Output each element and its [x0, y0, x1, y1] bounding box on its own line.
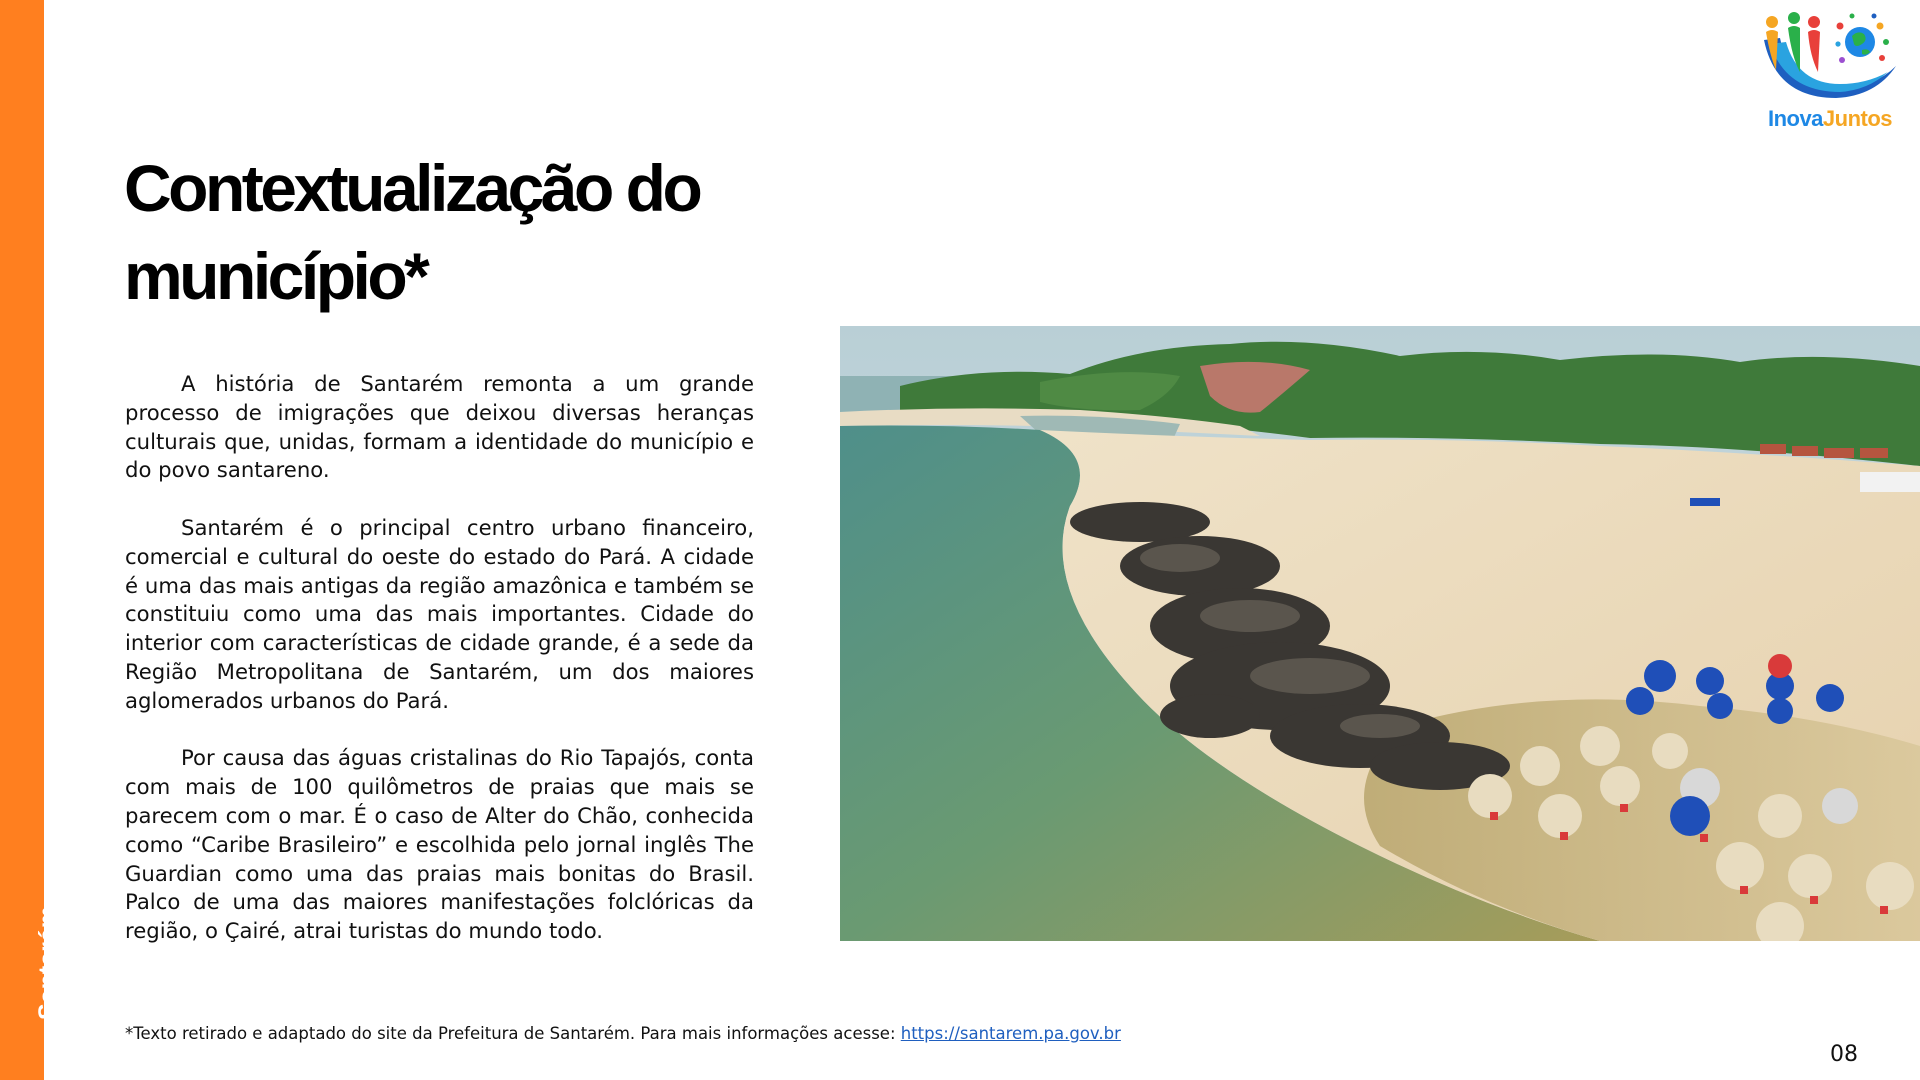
logo-text [1756, 106, 1904, 132]
footnote [125, 1024, 1121, 1043]
logo-text-inova: Inova [1767, 106, 1823, 131]
logo-mark-icon [1756, 8, 1904, 108]
footnote-text: *Texto retirado e adaptado do site da Prefeitura de Santarém. Para mais informações acesse: [125, 1024, 901, 1043]
paragraph-beaches: Por causa das águas cristalinas do Rio Tapajós, conta com mais de 100 quilômetros de praias que mais se parecem com o mar. É o caso de Alter do Chão, conhecida como “Caribe Brasileiro” e escolhida pelo jornal inglês The Guardian como uma das praias mais bonitas do Brasil. Palco de uma das maiores manifestações folclóricas da região, o Çairé, atrai turistas do mundo todo. [125, 745, 754, 944]
page-number: 08 [1830, 1042, 1858, 1067]
logo-text-juntos: Juntos [1822, 106, 1893, 131]
paragraph-history: A história de Santarém remonta a um grande processo de imigrações que deixou diversas heranças culturais que, unidas, formam a identidade do município e do povo santareno. [125, 371, 754, 483]
title-line-2: município* [124, 239, 427, 313]
paragraph-urban-center: Santarém é o principal centro urbano financeiro, comercial e cultural do oeste do estado do Pará. A cidade é uma das mais antigas da região amazônica e também se constituiu como uma das mais importantes. Cidade do interior com características de cidade grande, é a sede da Região Metropolitana de Santarém, um dos maiores aglomerados urbanos do Pará. [125, 514, 754, 713]
title-line-1: Contextualização do [124, 151, 700, 225]
page-title [124, 144, 764, 320]
inovajuntos-logo [1756, 8, 1904, 138]
prefeitura-link[interactable]: https://santarem.pa.gov.br [900, 1024, 1121, 1043]
beach-aerial-photo [840, 326, 1920, 941]
body-text [125, 370, 754, 975]
sidebar-label: Santarém [34, 906, 62, 1020]
